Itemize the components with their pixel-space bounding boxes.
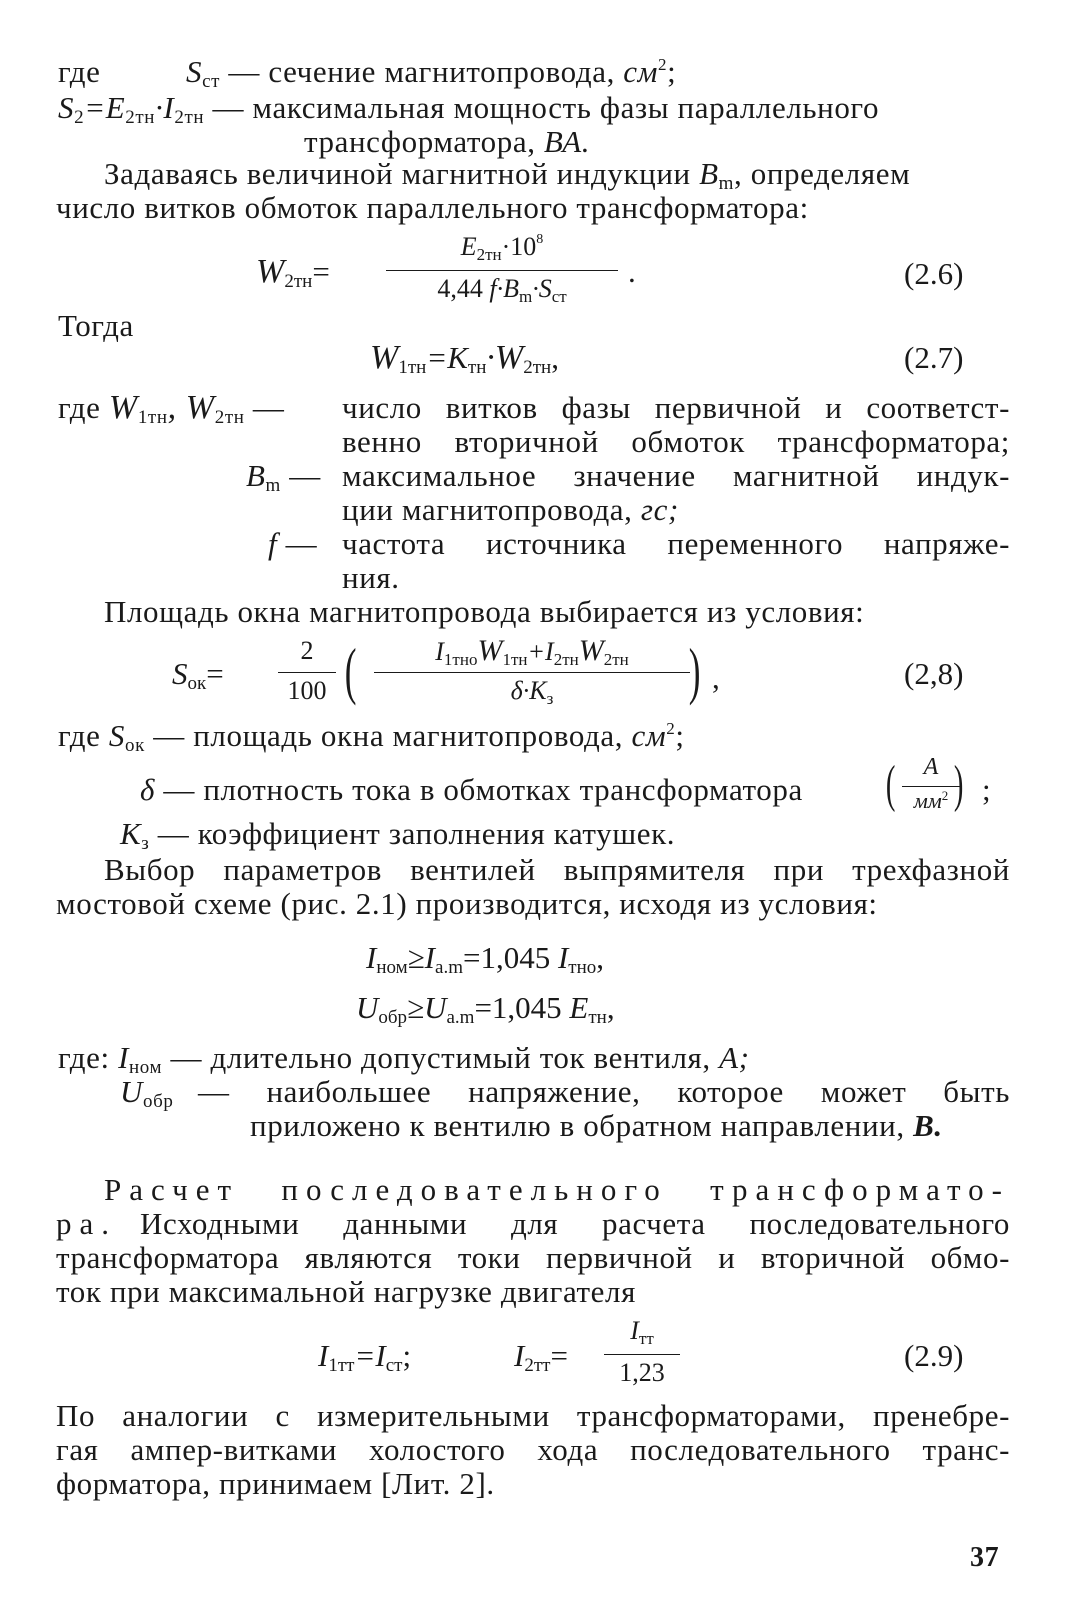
subscript: a.m [446, 1007, 475, 1028]
text: , [551, 340, 559, 375]
subscript: обр [378, 1007, 408, 1028]
paragraph-4-line-3 [56, 1466, 495, 1502]
subscript: 2тн [125, 107, 156, 128]
definition-text: — сечение магнитопровода, [228, 54, 615, 89]
symbol-w: W [108, 389, 138, 426]
right-paren: ) [688, 635, 701, 706]
text: По аналогии с измерительными трансформаторами, пренебре- [56, 1398, 1010, 1433]
definition-f-text-2 [342, 560, 400, 596]
symbol-s: S [108, 718, 125, 753]
word-gde: где: [58, 1040, 110, 1075]
symbol-delta: δ [140, 772, 156, 807]
definition-bm-text-2 [342, 492, 679, 528]
subscript: 2тн [214, 407, 245, 428]
paragraph-2 [104, 594, 864, 630]
text: Задаваясь величиной магнитной индукции [104, 156, 691, 191]
section-text-line-2 [140, 1206, 1010, 1242]
subscript: тно [568, 957, 597, 978]
definition-s2-cont [304, 124, 590, 160]
text: ра. [56, 1206, 118, 1241]
symbol-b: B [699, 156, 719, 191]
symbol-i: +I [527, 637, 554, 666]
condition-2 [356, 990, 615, 1026]
subscript: 1тно [443, 650, 478, 669]
subscript: 2тн [523, 357, 552, 378]
dash: — [289, 458, 321, 493]
symbol-i: I [557, 940, 569, 975]
equation-2-8-denominator [370, 676, 694, 706]
text: (2.7) [904, 340, 964, 375]
subscript: m [718, 173, 735, 194]
text: венно вторичной обмоток трансформатора; [342, 424, 1010, 459]
text: , определяем [734, 156, 911, 191]
section-heading-line-2 [56, 1206, 117, 1242]
symbol-i: =I [354, 1338, 386, 1373]
text: приложено к вентилю в обратном направлении, [250, 1108, 905, 1143]
definition-text: — коэффициент заполнения катушек. [157, 816, 676, 851]
symbol-i: I [435, 637, 444, 666]
equation-2-8-comma [712, 660, 720, 696]
equation-2-9-right [514, 1338, 568, 1374]
symbol-s: S [58, 90, 75, 125]
dash: — [252, 390, 285, 425]
text: Выбор параметров вентилей выпрямителя при трехфазной [104, 852, 1010, 887]
subscript: 2тн [553, 650, 579, 669]
text: ток при максимальной нагрузке двигателя [56, 1274, 636, 1309]
symbol-s: S [172, 656, 188, 691]
symbol-f: f [268, 526, 278, 561]
fraction-bar [386, 270, 618, 271]
definition-w-text-2 [342, 424, 1010, 460]
text: 37 [970, 1542, 1000, 1573]
text: ния. [342, 560, 400, 595]
equals: = [550, 1338, 568, 1373]
text: 1,23 [619, 1358, 665, 1387]
paragraph-3-line-1 [104, 852, 1010, 888]
page-number [970, 1540, 999, 1576]
definition-text: — максимальная мощность фазы параллельного [212, 90, 880, 125]
equation-2-6-denominator [384, 274, 620, 304]
word-gde: где [58, 390, 101, 425]
text: — наибольшее напряжение, которое может быть [198, 1074, 1010, 1109]
symbol-w: ·W [486, 339, 524, 376]
paragraph-4-line-2 [56, 1432, 1010, 1468]
symbol-e: E [460, 232, 477, 261]
unit: см [623, 54, 659, 89]
dash: — [285, 526, 318, 561]
definition-uobr-text-1 [198, 1074, 1010, 1110]
text: (2,8) [904, 656, 964, 691]
symbol-w: W [370, 339, 399, 376]
definition-sst: $S_{ст}$ — сечение магнитопровода, $см^2$; [186, 54, 677, 92]
subscript: 2тт [524, 1355, 551, 1376]
text: мм [913, 788, 942, 813]
text: =1,045 [474, 990, 562, 1025]
symbol-b: ·B [496, 274, 519, 303]
text: максимальное значение магнитной индук- [342, 458, 1010, 493]
equation-2-6-dot [628, 254, 636, 290]
definition-f-text-1 [342, 526, 1010, 562]
symbol-u: ≥U [407, 990, 447, 1025]
subscript: 1тн [398, 357, 427, 378]
symbol-delta-k: δ·K [510, 676, 547, 705]
text: 2 [300, 636, 314, 665]
equation-2-8-lhs [172, 656, 224, 692]
definition-sok: где $S_{ок}$ — площадь окна магнитопровода, $см^2$; [58, 718, 685, 756]
subscript: ст [202, 71, 221, 92]
symbol-s: ·S [532, 274, 552, 303]
subscript: 2тн [476, 245, 502, 264]
subscript: ном [129, 1057, 163, 1078]
paragraph-1-line-1 [104, 156, 910, 192]
definition-inom [58, 1040, 750, 1076]
definition-text: — плотность тока в обмотках трансформатора [163, 772, 803, 807]
subscript: 1тт [328, 1355, 355, 1376]
symbol-i: I [366, 940, 377, 975]
text: , [596, 940, 605, 975]
symbol-i: ≥I [407, 940, 436, 975]
fraction-bar [604, 1354, 680, 1355]
subscript: 2тн [284, 271, 313, 292]
unit: см [631, 718, 667, 753]
text: мостовой схеме (рис. 2.1) производится, исходя из условия: [56, 886, 878, 921]
symbol-w: W [477, 634, 503, 667]
subscript: 2тн [603, 650, 629, 669]
equation-2-7 [370, 340, 559, 376]
equals: = [206, 656, 224, 691]
text: частота источника переменного напряже- [342, 526, 1010, 561]
text: =1,045 [462, 940, 551, 975]
symbol-b: B [246, 458, 266, 493]
text: Исходными данными для расчета последовательного [140, 1206, 1010, 1241]
subscript: тн [588, 1007, 607, 1028]
paragraph-3-line-2 [56, 886, 878, 922]
definition-f-symbol [268, 526, 317, 562]
equals: = [312, 254, 330, 289]
word-gde: где [58, 54, 101, 89]
symbol-w: W [256, 253, 285, 290]
unit: В. [913, 1108, 943, 1143]
text: число витков обмоток параллельного трансформатора: [56, 190, 809, 225]
paragraph-4-line-1 [56, 1398, 1010, 1434]
definition-uobr-symbol [120, 1074, 173, 1110]
fraction-bar [374, 672, 690, 673]
symbol-i: I [118, 1040, 130, 1075]
condition-1 [366, 940, 604, 976]
symbol-u: U [120, 1074, 143, 1109]
subscript: m [265, 475, 281, 496]
equation-2-8-numerator [370, 636, 694, 667]
symbol-w: W [578, 634, 604, 667]
symbol-k: =K [426, 340, 468, 375]
word-togda [58, 308, 134, 344]
semicolon [982, 772, 991, 808]
subscript: тн [467, 357, 487, 378]
symbol-i: ·I [155, 90, 175, 125]
symbol-w: , W [167, 389, 215, 426]
symbol-i: I [514, 1338, 525, 1373]
text: ции магнитопровода, [342, 492, 633, 527]
exponent: 8 [536, 232, 544, 247]
left-paren: ( [885, 756, 896, 813]
subscript: ок [124, 735, 145, 756]
text: Расчет последовательного трансформато- [104, 1172, 1010, 1207]
coef-denominator [276, 676, 338, 706]
unit: А; [719, 1040, 750, 1075]
text: , [606, 990, 615, 1025]
text: ; [982, 772, 992, 807]
subscript: 1тн [502, 650, 528, 669]
paragraph-1-line-2 [56, 190, 809, 226]
text: ·10 [501, 232, 537, 261]
subscript: ок [187, 673, 207, 694]
text: , [712, 660, 720, 695]
text: . [628, 254, 636, 289]
subscript: ст [385, 1355, 403, 1376]
subscript: з [141, 833, 150, 854]
equation-2-6-tag [904, 256, 963, 292]
subscript: m [518, 287, 533, 306]
subscript: обр [143, 1091, 174, 1112]
symbol-u: U [356, 990, 379, 1025]
equation-2-7-tag [904, 340, 963, 376]
subscript: ном [376, 957, 408, 978]
text: А [923, 754, 939, 780]
definition-k [120, 816, 675, 852]
definition-text: — длительно допустимый ток вентиля, [170, 1040, 711, 1075]
definition-w-text-1 [342, 390, 1010, 426]
equation-2-6-lhs [256, 254, 330, 290]
unit: ВА. [543, 124, 591, 159]
subscript: a.m [435, 957, 463, 978]
symbol-s: S [186, 54, 203, 89]
unit-denominator: $мм^2$ [913, 788, 949, 813]
definition-bm-symbol [246, 458, 321, 494]
text: трансформатора являются токи первичной и вторичной обмо- [56, 1240, 1010, 1275]
definition-w-symbols [58, 390, 284, 426]
symbol-k: K [120, 816, 142, 851]
subscript: 1тн [137, 407, 168, 428]
definition-text: трансформатора, [304, 124, 536, 159]
text: (2.6) [904, 256, 964, 291]
section-text-line-3 [56, 1240, 1010, 1276]
section-text-line-4 [56, 1274, 636, 1310]
subscript: з [546, 689, 554, 708]
definition-delta [140, 772, 803, 808]
subscript: 2тн [174, 107, 205, 128]
definition-line-sst [58, 54, 101, 90]
text: число витков фазы первичной и соответст- [342, 390, 1010, 425]
left-paren: ( [344, 635, 357, 706]
right-paren: ) [953, 756, 964, 813]
section-heading-line-1 [104, 1172, 1010, 1208]
symbol-i: I [318, 1338, 329, 1373]
text: 4,44 [437, 274, 483, 303]
subscript: ст [551, 287, 567, 306]
equation-2-9-numerator [600, 1316, 684, 1346]
text: (2.9) [904, 1338, 964, 1373]
symbol-eq: =E [84, 90, 126, 125]
fraction-bar [278, 672, 336, 673]
text: Тогда [58, 308, 134, 343]
equation-2-9-left [318, 1338, 411, 1374]
text: форматора, принимаем [Лит. 2]. [56, 1466, 495, 1501]
equation-2-8-tag [904, 656, 963, 692]
definition-text: — площадь окна магнитопровода, [153, 718, 624, 753]
unit: гс; [640, 492, 679, 527]
equation-2-6-numerator [384, 232, 620, 262]
text: Площадь окна магнитопровода выбирается из условия: [104, 594, 865, 629]
equation-2-9-tag [904, 1338, 963, 1374]
text: ; [402, 1338, 412, 1373]
coef-numerator [276, 636, 338, 666]
text: 100 [287, 676, 327, 705]
symbol-e: E [569, 990, 589, 1025]
subscript: тт [638, 1329, 654, 1348]
symbol-f: f [489, 274, 497, 303]
word-gde: где [58, 718, 101, 753]
equation-2-9-denominator [600, 1358, 684, 1388]
definition-bm-text-1 [342, 458, 1010, 494]
symbol-i: I [630, 1316, 639, 1345]
definition-uobr-text-2 [250, 1108, 943, 1144]
text: гая ампер-витками холостого хода последовательного транс- [56, 1432, 1010, 1467]
definition-s2: $S_2=E_{2тн}\cdot I_{2тн}$ — максимальная мощность фазы параллельного [58, 90, 880, 128]
